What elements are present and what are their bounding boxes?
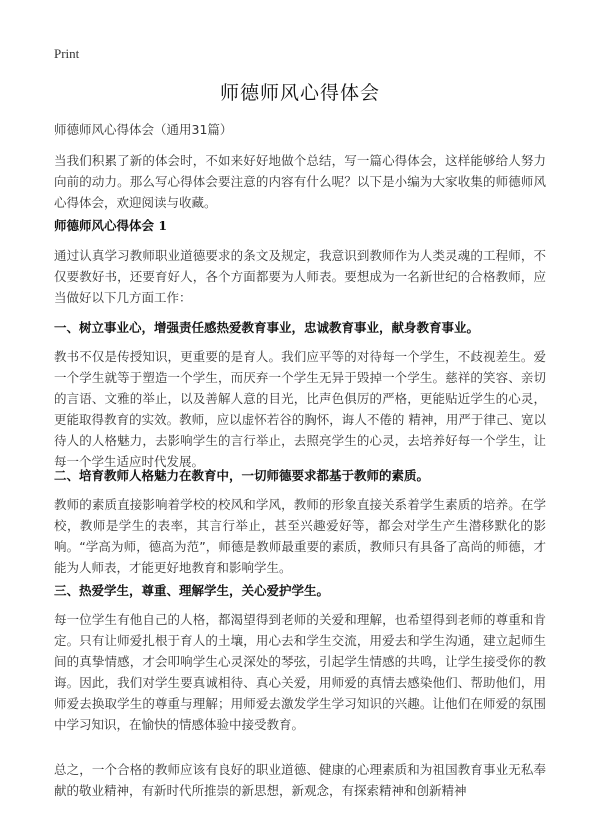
section-intro-paragraph: 通过认真学习教师职业道德要求的条文及规定，我意识到教师作为人类灵魂的工程师，不仅要教好书，还要育好人，各个方面都要为人师表。要想成为一名新世纪的合格教师，应当做好以下几方面工作： bbox=[54, 248, 546, 305]
point-3-heading: 三、热爱学生，尊重、理解学生，关心爱护学生。 bbox=[54, 583, 330, 598]
section-title: 师德师风心得体会 1 bbox=[54, 218, 168, 233]
point-1-heading: 一、树立事业心，增强责任感热爱教育事业，忠诚教育事业，献身教育事业。 bbox=[54, 320, 480, 335]
conclusion-paragraph: 总之，一个合格的教师应该有良好的职业道德、健康的心理素质和为祖国教育事业无私奉献的敬业精神，有新时代所推崇的新思想，新观念，有探索精神和创新精神 bbox=[54, 762, 546, 798]
point-2-heading: 二、培育教师人格魅力在教育中，一切师德要求都基于教师的素质。 bbox=[54, 468, 430, 483]
point-1-body: 教书不仅是传授知识，更重要的是育人。我们应平等的对待每一个学生，不歧视差生。爱一个学生就等于塑造一个学生，而厌弃一个学生无异于毁掉一个学生。慈祥的笑容、亲切的言语、文雅的举止，以及善解人意的目光，比声色俱厉的严格，更能贴近学生的心灵，更能取得教育的实效。教师，应以虚怀若谷的胸怀，诲人不倦的 精神，用严于律己、宽以待人的人格魅力，去影响学生的言行举止，去照亮学生的心灵，去培养好每一个学生，让每一个学生适应时代发展。 bbox=[54, 349, 546, 469]
intro-paragraph: 当我们积累了新的体会时，不如来好好地做个总结，写一篇心得体会，这样能够给人努力向前的动力。那么写心得体会要注意的内容有什么呢？以下是小编为大家收集的师德师风心得体会，欢迎阅读与收藏。 bbox=[54, 153, 546, 210]
print-link[interactable]: Print bbox=[54, 46, 80, 61]
document-subtitle: 师德师风心得体会（通用31篇） bbox=[54, 122, 233, 137]
point-2-body: 教师的素质直接影响着学校的校风和学风，教师的形象直接关系着学生素质的培养。在学校，教师是学生的表率，其言行举止，甚至兴趣爱好等，都会对学生产生潜移默化的影响。“学高为师，德高为范”，师德是教师最重要的素质，教师只有具备了高尚的师德，才能为人师表，才能更好地教育和影响学生。 bbox=[54, 497, 546, 575]
point-3-body: 每一位学生有他自己的人格，都渴望得到老师的关爱和理解，也希望得到老师的尊重和肯定。只有让师爱扎根于育人的土壤，用心去和学生交流，用爱去和学生沟通，建立起师生间的真挚情感，才会叩响学生心灵深处的琴弦，引起学生情感的共鸣，让学生接受你的教诲。因此，我们对学生要真诚相待、真心关爱，用师爱的真情去感染他们、帮助他们，用师爱去换取学生的尊重与理解；用师爱去激发学生学习知识的兴趣。让他们在师爱的氛围中学习知识，在愉快的情感体验中接受教育。 bbox=[54, 612, 546, 732]
page-title: 师德师风心得体会 bbox=[219, 82, 380, 104]
